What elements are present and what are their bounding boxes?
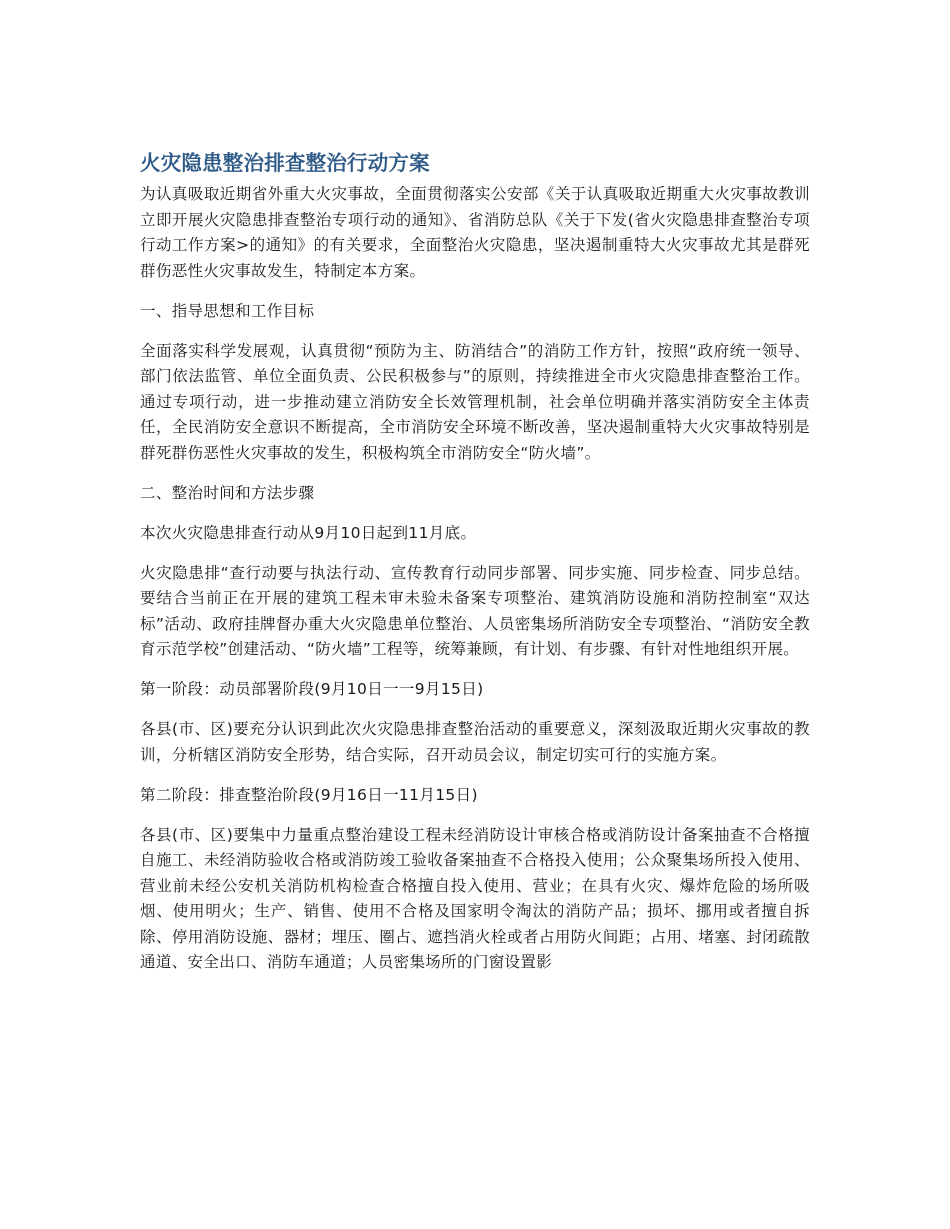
phase-heading-2: 第二阶段：排查整治阶段(9月16日一11月15日) (140, 785, 478, 804)
body-paragraph: 全面落实科学发展观，认真贯彻“预防为主、防消结合”的消防工作方针，按照“政府统一领导、部门依法监管、单位全面负责、公民积极参与”的原则，持续推进全市火灾隐患排查整治工作。通过专项行动，进一步推动建立消防安全长效管理机制，社会单位明确并落实消防安全主体责任，全民消防安全意识不断提高，全市消防安全环境不断改善，坚决遏制重特大火灾事故特别是群死群伤恶性火灾事故的发生，积极构筑全市消防安全“防火墙”。 (140, 341, 810, 462)
section-heading-1: 一、指导思想和工作目标 (140, 301, 315, 320)
document-title: 火灾隐患整治排查整治行动方案 (140, 151, 430, 175)
body-paragraph: 各县(市、区)要集中力量重点整治建设工程未经消防设计审核合格或消防设计备案抽查不合格擅自施工、未经消防验收合格或消防竣工验收备案抽查不合格投入使用；公众聚集场所投入使用、营业前未经公安机关消防机构检查合格擅自投入使用、营业；在具有火灾、爆炸危险的场所吸烟、使用明火；生产、销售、使用不合格及国家明令淘汰的消防产品；损坏、挪用或者擅自拆除、停用消防设施、器材；埋压、圈占、遮挡消火栓或者占用防火间距；占用、堵塞、封闭疏散通道、安全出口、消防车通道；人员密集场所的门窗设置影 (140, 825, 810, 971)
section-heading-2: 二、整治时间和方法步骤 (140, 483, 315, 502)
document-page (140, 148, 810, 976)
body-paragraph: 火灾隐患排“查行动要与执法行动、宣传教育行动同步部署、同步实施、同步检查、同步总结。要结合当前正在开展的建筑工程未审未验未备案专项整治、建筑消防设施和消防控制室“双达标”活动、政府挂牌督办重大火灾隐患单位整治、人员密集场所消防安全专项整治、“消防安全教育示范学校”创建活动、“防火墙”工程等，统筹兼顾，有计划、有步骤、有针对性地组织开展。 (140, 563, 810, 658)
body-paragraph: 本次火灾隐患排查行动从9月10日起到11月底。 (140, 523, 477, 542)
phase-heading-1: 第一阶段：动员部署阶段(9月10日一一9月15日) (140, 680, 484, 698)
intro-paragraph: 为认真吸取近期省外重大火灾事故，全面贯彻落实公安部《关于认真吸取近期重大火灾事故教训立即开展火灾隐患排查整治专项行动的通知》、省消防总队《关于下发(省火灾隐患排查整治专项行动工作方案>的通知》的有关要求，全面整治火灾隐患，坚决遏制重特大火灾事故尤其是群死群伤恶性火灾事故发生，特制定本方案。 (140, 185, 810, 280)
body-paragraph: 各县(市、区)要充分认识到此次火灾隐患排查整治活动的重要意义，深刻汲取近期火灾事故的教训，分析辖区消防安全形势，结合实际，召开动员会议，制定切实可行的实施方案。 (140, 720, 810, 764)
